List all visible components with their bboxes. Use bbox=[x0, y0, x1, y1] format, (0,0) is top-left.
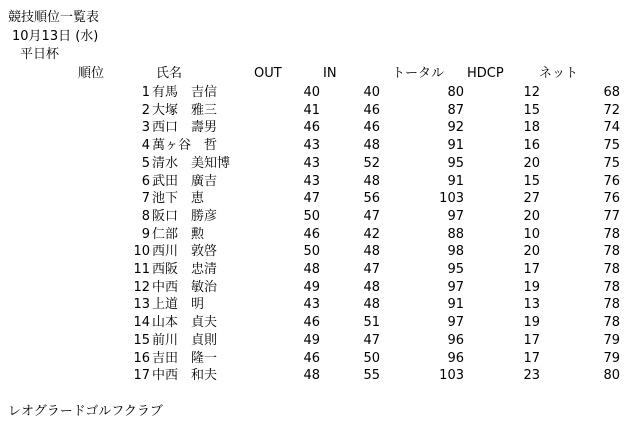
in-cell: 46 bbox=[363, 120, 380, 136]
out-cell: 50 bbox=[303, 208, 320, 224]
name-cell: 池下 恵 bbox=[152, 191, 205, 207]
in-cell: 51 bbox=[363, 315, 380, 331]
hdcp-cell: 10 bbox=[523, 226, 540, 242]
total-cell: 80 bbox=[447, 85, 464, 100]
hdcp-cell: 18 bbox=[523, 120, 540, 136]
in-cell: 40 bbox=[363, 85, 380, 100]
document-title: 競技順位一覧表 bbox=[8, 10, 100, 25]
out-cell: 49 bbox=[303, 279, 320, 295]
net-cell: 77 bbox=[603, 208, 620, 224]
name-cell: 大塚 雅三 bbox=[152, 102, 218, 118]
in-cell: 46 bbox=[363, 102, 380, 118]
total-cell: 103 bbox=[439, 191, 464, 207]
name-cell: 阪口 勝彦 bbox=[152, 208, 218, 224]
table-row bbox=[0, 281, 638, 299]
hdcp-cell: 15 bbox=[523, 102, 540, 118]
table-row bbox=[0, 192, 638, 210]
total-cell: 92 bbox=[447, 120, 464, 136]
total-cell: 98 bbox=[447, 244, 464, 260]
hdcp-cell: 17 bbox=[523, 332, 540, 348]
name-cell: 萬ヶ谷 哲 bbox=[152, 138, 218, 154]
event-name: 平日杯 bbox=[20, 47, 60, 62]
rank-cell: 10 bbox=[133, 244, 150, 260]
rank-cell: 15 bbox=[133, 332, 150, 348]
in-cell: 48 bbox=[363, 138, 380, 154]
hdcp-cell: 27 bbox=[523, 191, 540, 207]
in-cell: 52 bbox=[363, 155, 380, 171]
hdcp-cell: 13 bbox=[523, 297, 540, 313]
name-cell: 武田 廣吉 bbox=[152, 173, 218, 189]
table-row bbox=[0, 298, 638, 316]
out-cell: 46 bbox=[303, 350, 320, 366]
col-header-rank: 順位 bbox=[78, 66, 105, 81]
in-cell: 56 bbox=[363, 191, 380, 207]
net-cell: 78 bbox=[603, 315, 620, 331]
hdcp-cell: 17 bbox=[523, 350, 540, 366]
out-cell: 43 bbox=[303, 155, 320, 171]
out-cell: 41 bbox=[303, 102, 320, 118]
net-cell: 79 bbox=[603, 350, 620, 366]
out-cell: 43 bbox=[303, 297, 320, 313]
hdcp-cell: 23 bbox=[523, 368, 540, 384]
out-cell: 43 bbox=[303, 138, 320, 154]
net-cell: 68 bbox=[603, 85, 620, 100]
name-cell: 清水 美知博 bbox=[152, 155, 231, 171]
in-cell: 42 bbox=[363, 226, 380, 242]
in-cell: 48 bbox=[363, 244, 380, 260]
table-row bbox=[0, 104, 638, 122]
out-cell: 49 bbox=[303, 332, 320, 348]
net-cell: 78 bbox=[603, 262, 620, 277]
net-cell: 76 bbox=[603, 191, 620, 207]
table-row bbox=[0, 86, 638, 104]
table-row bbox=[0, 121, 638, 139]
in-cell: 48 bbox=[363, 279, 380, 295]
total-cell: 103 bbox=[439, 368, 464, 384]
net-cell: 72 bbox=[603, 102, 620, 118]
in-cell: 47 bbox=[363, 262, 380, 277]
rank-cell: 16 bbox=[133, 350, 150, 366]
rank-cell: 8 bbox=[141, 208, 150, 224]
hdcp-cell: 20 bbox=[523, 155, 540, 171]
total-cell: 88 bbox=[447, 226, 464, 242]
in-cell: 55 bbox=[363, 368, 380, 384]
name-cell: 山本 貞夫 bbox=[152, 315, 218, 331]
net-cell: 75 bbox=[603, 138, 620, 154]
name-cell: 中西 敏治 bbox=[152, 279, 218, 295]
out-cell: 46 bbox=[303, 120, 320, 136]
net-cell: 79 bbox=[603, 332, 620, 348]
rank-cell: 4 bbox=[141, 138, 150, 154]
total-cell: 97 bbox=[447, 315, 464, 331]
col-header-hdcp: HDCP bbox=[467, 66, 504, 81]
name-cell: 有馬 吉信 bbox=[152, 85, 218, 100]
out-cell: 46 bbox=[303, 226, 320, 242]
in-cell: 48 bbox=[363, 173, 380, 189]
net-cell: 75 bbox=[603, 155, 620, 171]
total-cell: 97 bbox=[447, 279, 464, 295]
table-row bbox=[0, 157, 638, 175]
name-cell: 西川 敦啓 bbox=[152, 244, 218, 260]
total-cell: 96 bbox=[447, 350, 464, 366]
hdcp-cell: 12 bbox=[523, 85, 540, 100]
name-cell: 西口 壽男 bbox=[152, 120, 218, 136]
name-cell: 前川 貞則 bbox=[152, 332, 218, 348]
rank-cell: 2 bbox=[141, 102, 150, 118]
total-cell: 91 bbox=[447, 297, 464, 313]
table-row bbox=[0, 369, 638, 387]
table-row bbox=[0, 316, 638, 334]
rank-cell: 12 bbox=[133, 279, 150, 295]
rank-cell: 17 bbox=[133, 368, 150, 384]
net-cell: 74 bbox=[603, 120, 620, 136]
net-cell: 78 bbox=[603, 244, 620, 260]
rank-cell: 1 bbox=[141, 85, 150, 100]
col-header-in: IN bbox=[323, 66, 337, 81]
out-cell: 50 bbox=[303, 244, 320, 260]
rank-cell: 13 bbox=[133, 297, 150, 313]
total-cell: 87 bbox=[447, 102, 464, 118]
col-header-total: トータル bbox=[392, 66, 445, 81]
in-cell: 47 bbox=[363, 332, 380, 348]
table-row bbox=[0, 210, 638, 228]
rank-cell: 11 bbox=[133, 262, 150, 277]
net-cell: 78 bbox=[603, 297, 620, 313]
table-row bbox=[0, 139, 638, 157]
total-cell: 97 bbox=[447, 208, 464, 224]
col-header-name: 氏名 bbox=[156, 66, 183, 81]
event-date: 10月13日 (水) bbox=[12, 29, 99, 44]
hdcp-cell: 20 bbox=[523, 244, 540, 260]
out-cell: 46 bbox=[303, 315, 320, 331]
col-header-net: ネット bbox=[539, 66, 579, 81]
net-cell: 76 bbox=[603, 173, 620, 189]
name-cell: 中西 和夫 bbox=[152, 368, 218, 384]
out-cell: 43 bbox=[303, 173, 320, 189]
rank-cell: 3 bbox=[141, 120, 150, 136]
out-cell: 40 bbox=[303, 85, 320, 100]
net-cell: 80 bbox=[603, 368, 620, 384]
table-row bbox=[0, 175, 638, 193]
total-cell: 95 bbox=[447, 155, 464, 171]
rank-cell: 6 bbox=[141, 173, 150, 189]
name-cell: 仁部 勲 bbox=[152, 226, 205, 242]
out-cell: 47 bbox=[303, 191, 320, 207]
hdcp-cell: 19 bbox=[523, 315, 540, 331]
table-row bbox=[0, 228, 638, 246]
table-row bbox=[0, 263, 638, 281]
table-row bbox=[0, 334, 638, 352]
hdcp-cell: 15 bbox=[523, 173, 540, 189]
out-cell: 48 bbox=[303, 262, 320, 277]
net-cell: 78 bbox=[603, 226, 620, 242]
table-row bbox=[0, 245, 638, 263]
rank-cell: 14 bbox=[133, 315, 150, 331]
total-cell: 96 bbox=[447, 332, 464, 348]
total-cell: 95 bbox=[447, 262, 464, 277]
rank-cell: 9 bbox=[141, 226, 150, 242]
in-cell: 48 bbox=[363, 297, 380, 313]
hdcp-cell: 17 bbox=[523, 262, 540, 277]
hdcp-cell: 16 bbox=[523, 138, 540, 154]
net-cell: 78 bbox=[603, 279, 620, 295]
total-cell: 91 bbox=[447, 138, 464, 154]
rank-cell: 7 bbox=[141, 191, 150, 207]
club-name: レオグラードゴルフクラブ bbox=[8, 404, 163, 419]
table-row bbox=[0, 352, 638, 370]
in-cell: 47 bbox=[363, 208, 380, 224]
out-cell: 48 bbox=[303, 368, 320, 384]
hdcp-cell: 19 bbox=[523, 279, 540, 295]
col-header-out: OUT bbox=[254, 66, 282, 81]
name-cell: 吉田 隆一 bbox=[152, 350, 218, 366]
in-cell: 50 bbox=[363, 350, 380, 366]
total-cell: 91 bbox=[447, 173, 464, 189]
rank-cell: 5 bbox=[141, 155, 150, 171]
name-cell: 西阪 忠清 bbox=[152, 262, 218, 277]
hdcp-cell: 20 bbox=[523, 208, 540, 224]
name-cell: 上道 明 bbox=[152, 297, 205, 313]
